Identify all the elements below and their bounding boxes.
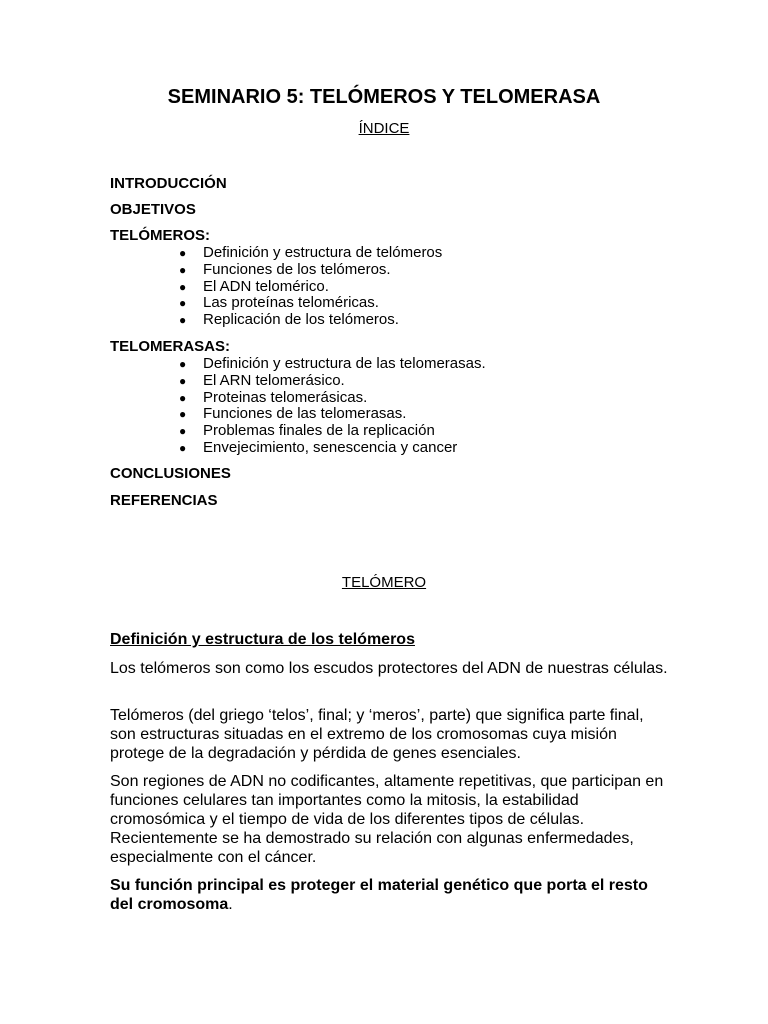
bullet-icon: ● <box>179 357 187 371</box>
list-item-text: Definición y estructura de las telomerasas. <box>203 355 486 372</box>
list-item-text: Funciones de las telomerasas. <box>203 405 407 423</box>
paragraph-main-function <box>110 876 670 914</box>
list-item-text: Funciones de los telómeros. <box>203 260 391 278</box>
bullet-icon: ● <box>179 424 187 439</box>
section-referencias: REFERENCIAS <box>110 492 218 509</box>
section-objetivos: OBJETIVOS <box>110 201 196 218</box>
bullet-icon: ● <box>179 407 187 422</box>
bullet-icon: ● <box>179 296 187 311</box>
bullet-icon: ● <box>179 313 187 328</box>
section-telomeros: TELÓMEROS: <box>110 227 210 244</box>
bullet-icon: ● <box>179 246 187 260</box>
list-item-text: Problemas finales de la replicación <box>203 422 435 440</box>
paragraph-regions: Son regiones de ADN no codificantes, altamente repetitivas, que participan en funciones celulares tan importantes como la mitosis, la estabilidad cromosómica y el tiempo de vida de los diferentes tipos de células. Recientemente se ha demostrado su relación con algunas enfermedades, especialmente con el cáncer. <box>110 773 664 866</box>
list-item-text: Replicación de los telómeros. <box>203 311 399 329</box>
section-telomerasas: TELOMERASAS: <box>110 338 230 355</box>
list-item-text: Envejecimiento, senescencia y cancer <box>203 438 458 456</box>
list-item-text: El ADN telomérico. <box>203 277 329 295</box>
main-function-period: . <box>228 896 233 913</box>
list-item-text: Proteinas telomerásicas. <box>203 388 368 406</box>
list-item-text: Definición y estructura de telómeros <box>203 244 443 261</box>
definition-heading: Definición y estructura de los telómeros <box>110 631 415 648</box>
paragraph-etymology: Telómeros (del griego ‘telos’, final; y ‘meros’, parte) que significa parte final, son estructuras situadas en el extremo de los cromosomas cuya misión protege de la degradación y pérdida de genes esenciales. <box>110 707 644 762</box>
document-title: SEMINARIO 5: TELÓMEROS Y TELOMERASA <box>167 86 601 108</box>
bullet-icon: ● <box>179 279 187 294</box>
list-item-text: Las proteínas teloméricas. <box>203 294 379 312</box>
main-function-bold-text: Su función principal es proteger el material genético que porta el resto del cromosoma <box>110 877 648 913</box>
bullet-icon: ● <box>179 440 187 455</box>
index-heading: ÍNDICE <box>358 120 410 137</box>
section-introduccion: INTRODUCCIÓN <box>110 175 227 192</box>
list-item-text: El ARN telomerásico. <box>203 371 345 389</box>
telomero-heading: TELÓMERO <box>341 574 427 591</box>
paragraph-intro: Los telómeros son como los escudos protectores del ADN de nuestras células. <box>110 660 668 677</box>
bullet-icon: ● <box>179 262 187 277</box>
section-conclusiones: CONCLUSIONES <box>110 465 231 482</box>
bullet-icon: ● <box>179 390 187 405</box>
bullet-icon: ● <box>179 373 187 388</box>
